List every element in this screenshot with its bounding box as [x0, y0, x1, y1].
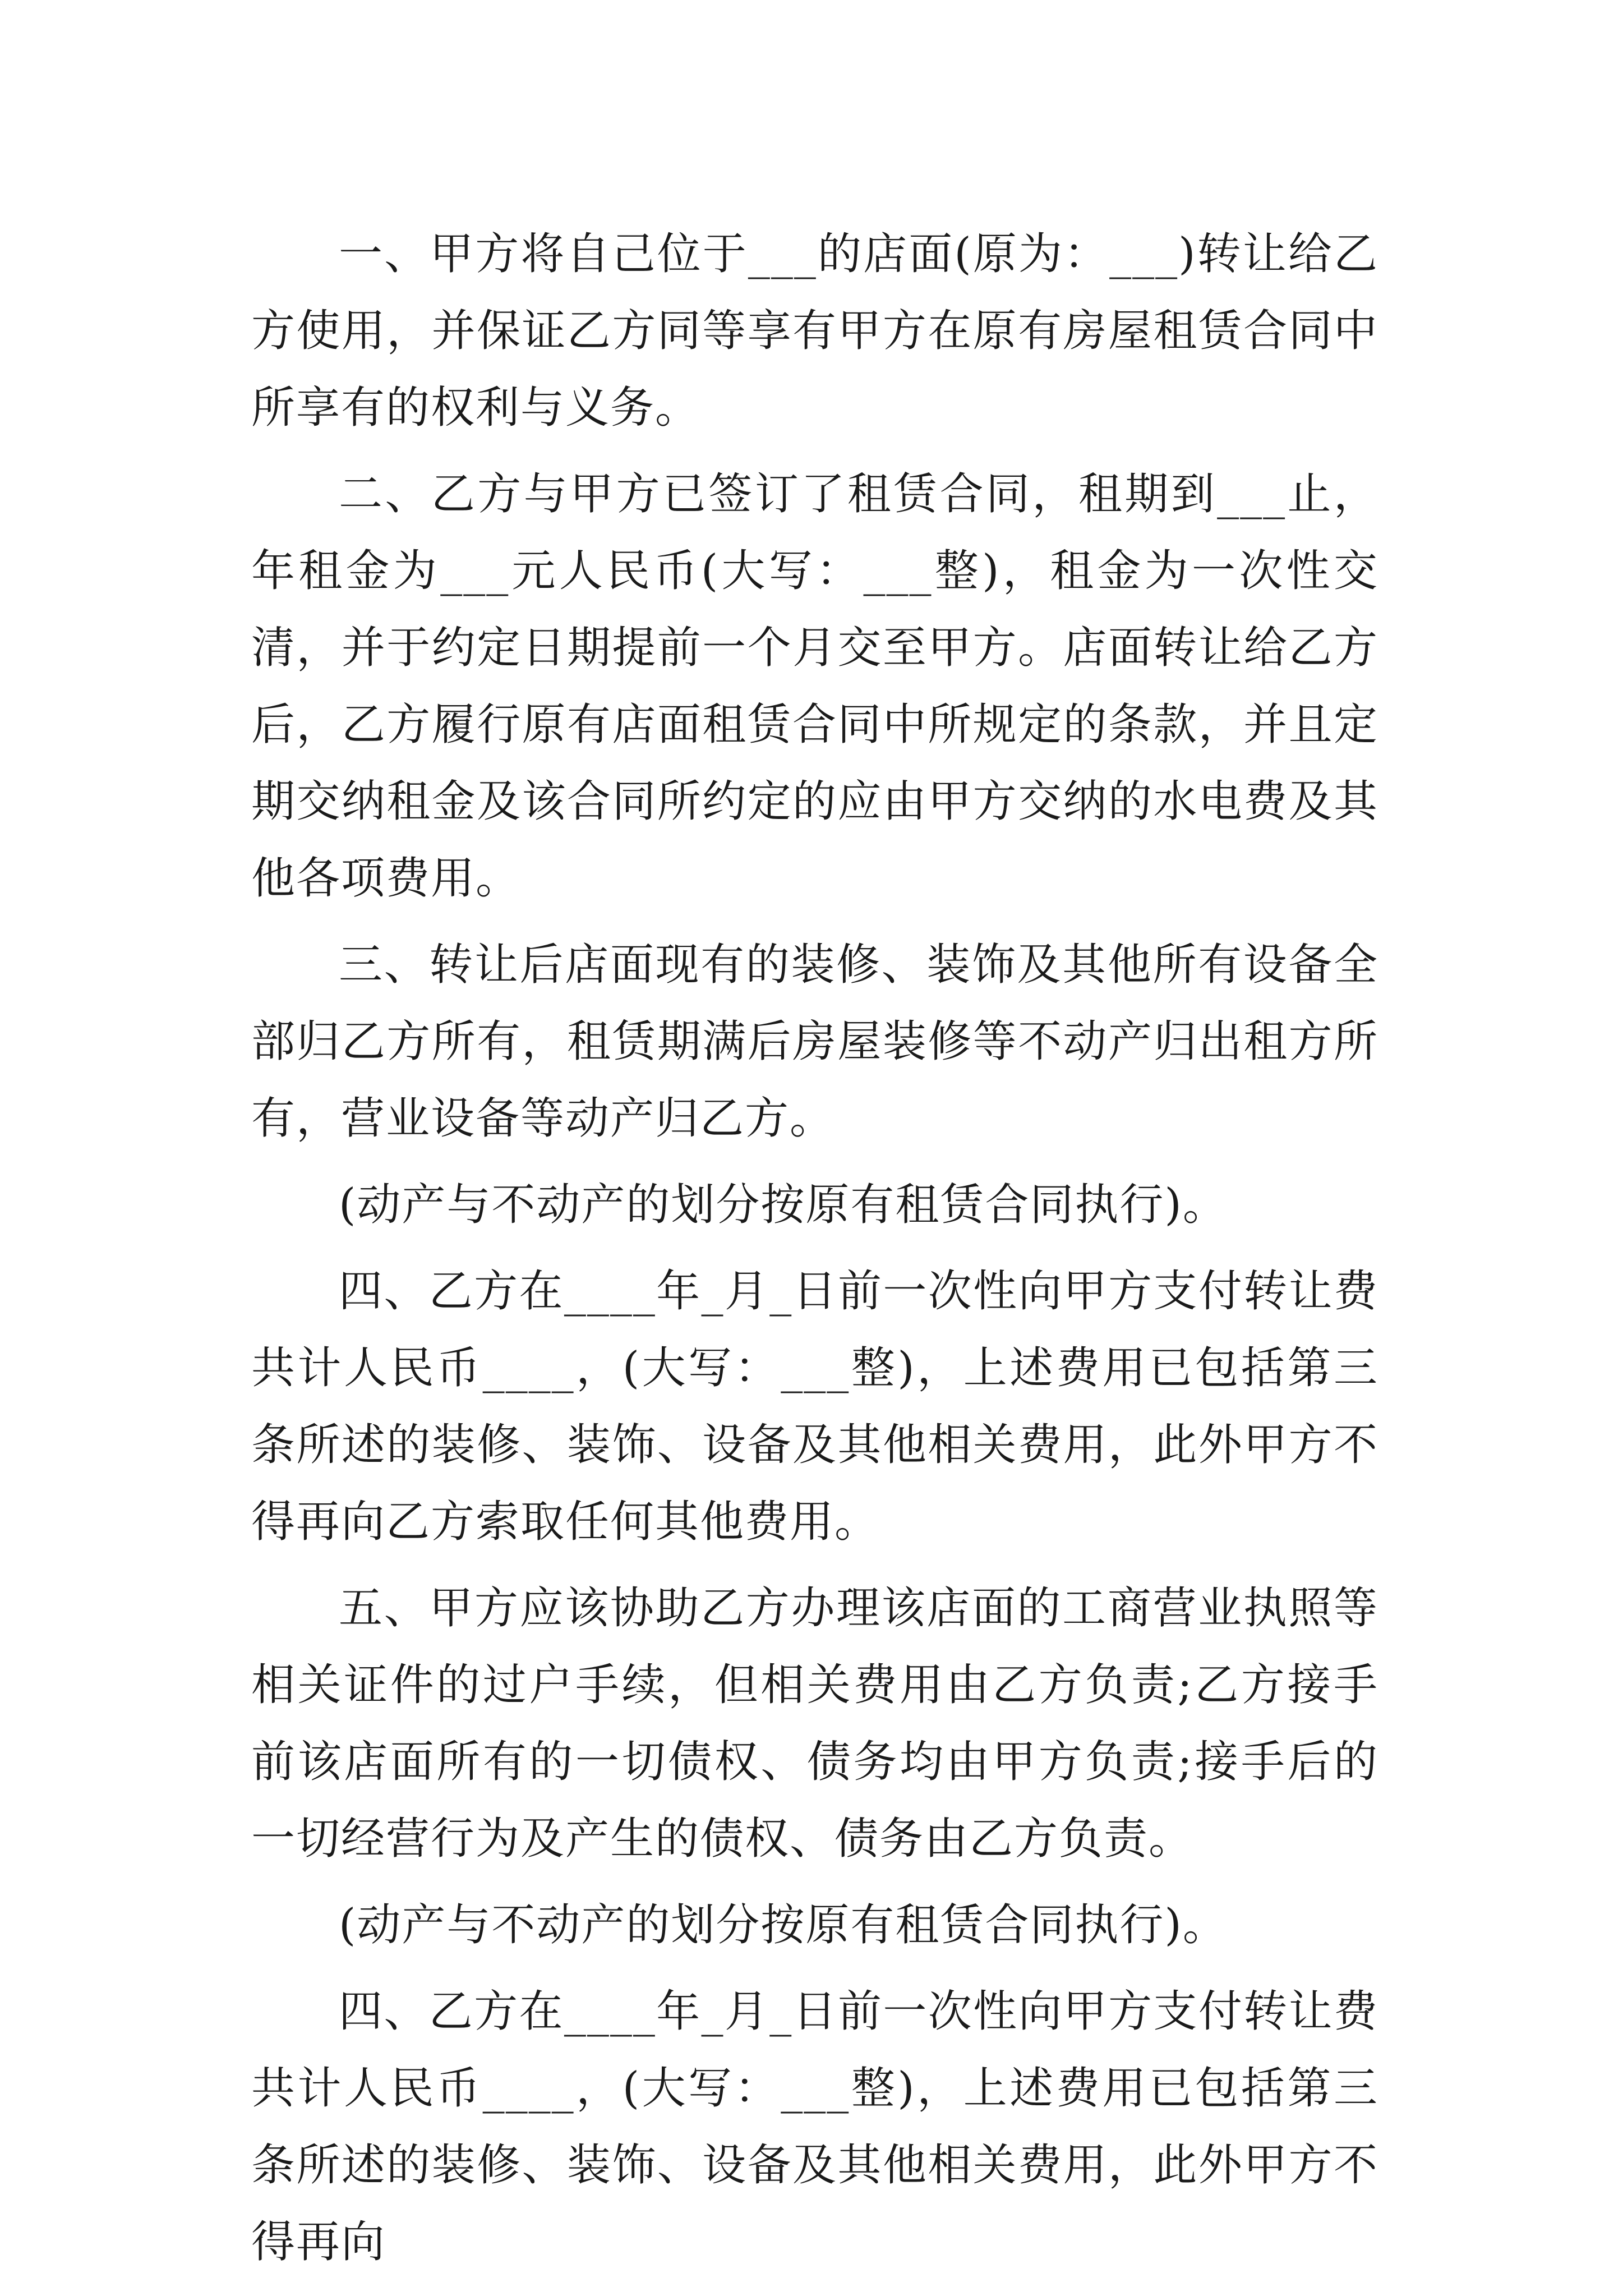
- paragraph-clause-4-repeat: 四、乙方在____年_月_日前一次性向甲方支付转让费共计人民币____，(大写：___整)，上述费用已包括第三条所述的装修、装饰、设备及其他相关费用，此外甲方不得再向: [251, 1986, 1378, 2267]
- document-body: [251, 216, 1378, 2281]
- paragraph-clause-3: 三、转让后店面现有的装修、装饰及其他所有设备全部归乙方所有，租赁期满后房屋装修等不动产归出租方所有，营业设备等动产归乙方。: [251, 940, 1378, 1144]
- paragraph-note-1: (动产与不动产的划分按原有租赁合同执行)。: [339, 1180, 1228, 1230]
- paragraph-clause-5: 五、甲方应该协助乙方办理该店面的工商营业执照等相关证件的过户手续，但相关费用由乙方负责;乙方接手前该店面所有的一切债权、债务均由甲方负责;接手后的一切经营行为及产生的债权、债务由乙方负责。: [251, 1583, 1378, 1864]
- paragraph-clause-2: 二、乙方与甲方已签订了租赁合同，租期到___止，年租金为___元人民币(大写：___整)，租金为一次性交清，并于约定日期提前一个月交至甲方。店面转让给乙方后，乙方履行原有店面租赁合同中所规定的条款，并且定期交纳租金及该合同所约定的应由甲方交纳的水电费及其他各项费用。: [251, 469, 1378, 904]
- paragraph-note-2: (动产与不动产的划分按原有租赁合同执行)。: [339, 1900, 1228, 1950]
- paragraph-clause-4: 四、乙方在____年_月_日前一次性向甲方支付转让费共计人民币____，(大写：___整)，上述费用已包括第三条所述的装修、装饰、设备及其他相关费用，此外甲方不得再向乙方索取任何其他费用。: [251, 1266, 1378, 1547]
- paragraph-clause-1: 一、甲方将自己位于___的店面(原为：___)转让给乙方使用，并保证乙方同等享有甲方在原有房屋租赁合同中所享有的权利与义务。: [251, 229, 1378, 433]
